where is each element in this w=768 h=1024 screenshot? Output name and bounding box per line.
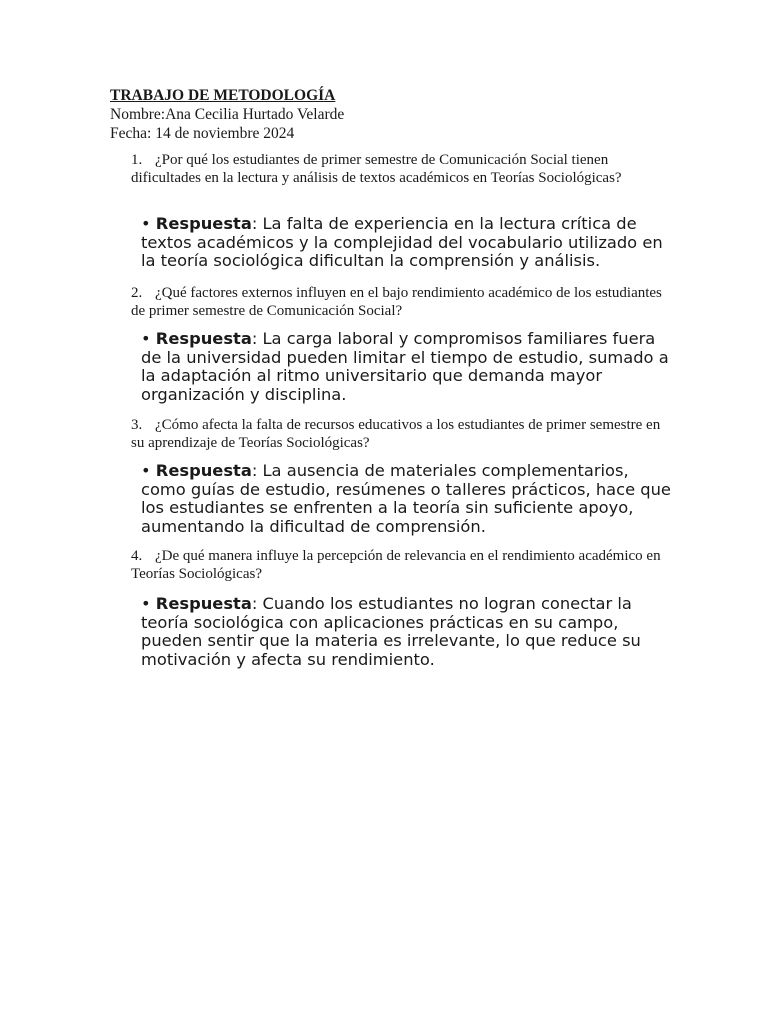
answer-4 — [141, 595, 671, 669]
question-number: 1. — [131, 152, 143, 168]
question-text: ¿Qué factores externos influyen en el bajo rendimiento académico de los estudiantes de primer semestre de Comunicación Social? — [131, 285, 662, 319]
answer-label: Respuesta — [155, 461, 252, 480]
answer-3 — [141, 462, 671, 536]
answer-text: : La falta de experiencia en la lectura crítica de textos académicos y la complejidad del vocabulario utilizado en la teoría sociológica dificultan la comprensión y análisis. — [141, 214, 663, 270]
answer-text: : La carga laboral y compromisos familiares fuera de la universidad pueden limitar el tiempo de estudio, sumado a la adaptación al ritmo universitario que demanda mayor organización y disciplina. — [141, 329, 669, 404]
bullet-icon: • — [141, 461, 151, 480]
answer-label: Respuesta — [155, 214, 252, 233]
qa-item-2 — [131, 284, 671, 404]
student-name: Nombre:Ana Cecilia Hurtado Velarde — [110, 106, 345, 123]
answer-2 — [141, 330, 671, 404]
question-text: ¿Cómo afecta la falta de recursos educativos a los estudiantes de primer semestre en su aprendizaje de Teorías Sociológicas? — [131, 417, 661, 451]
question-3 — [131, 416, 671, 452]
qa-item-1 — [131, 151, 671, 270]
question-4 — [131, 547, 671, 583]
answer-text: : Cuando los estudiantes no logran conectar la teoría sociológica con aplicaciones prácticas en su campo, pueden sentir que la materia es irrelevante, lo que reduce su motivación y afecta su rendimiento. — [141, 594, 641, 669]
question-text: ¿Por qué los estudiantes de primer semestre de Comunicación Social tienen dificultades en la lectura y análisis de textos académicos en Teorías Sociológicas? — [131, 152, 622, 186]
document-date: Fecha: 14 de noviembre 2024 — [110, 125, 295, 142]
bullet-icon: • — [141, 214, 151, 233]
qa-item-4 — [131, 547, 671, 669]
question-number: 4. — [131, 548, 143, 564]
document-header — [110, 86, 344, 143]
question-1 — [131, 151, 671, 187]
answer-1 — [141, 215, 671, 271]
qa-item-3 — [131, 416, 671, 536]
question-text: ¿De qué manera influye la percepción de relevancia en el rendimiento académico en Teorías Sociológicas? — [131, 548, 661, 582]
question-number: 3. — [131, 417, 143, 433]
bullet-icon: • — [141, 329, 151, 348]
answer-label: Respuesta — [155, 329, 252, 348]
document-title: TRABAJO DE METODOLOGÍA — [110, 87, 336, 104]
answer-label: Respuesta — [155, 594, 252, 613]
answer-text: : La ausencia de materiales complementarios, como guías de estudio, resúmenes o talleres prácticos, hace que los estudiantes se enfrenten a la teoría sin suficiente apoyo, aumentando la dificultad de comprensión. — [141, 461, 671, 536]
question-2 — [131, 284, 671, 320]
bullet-icon: • — [141, 594, 151, 613]
question-number: 2. — [131, 285, 143, 301]
